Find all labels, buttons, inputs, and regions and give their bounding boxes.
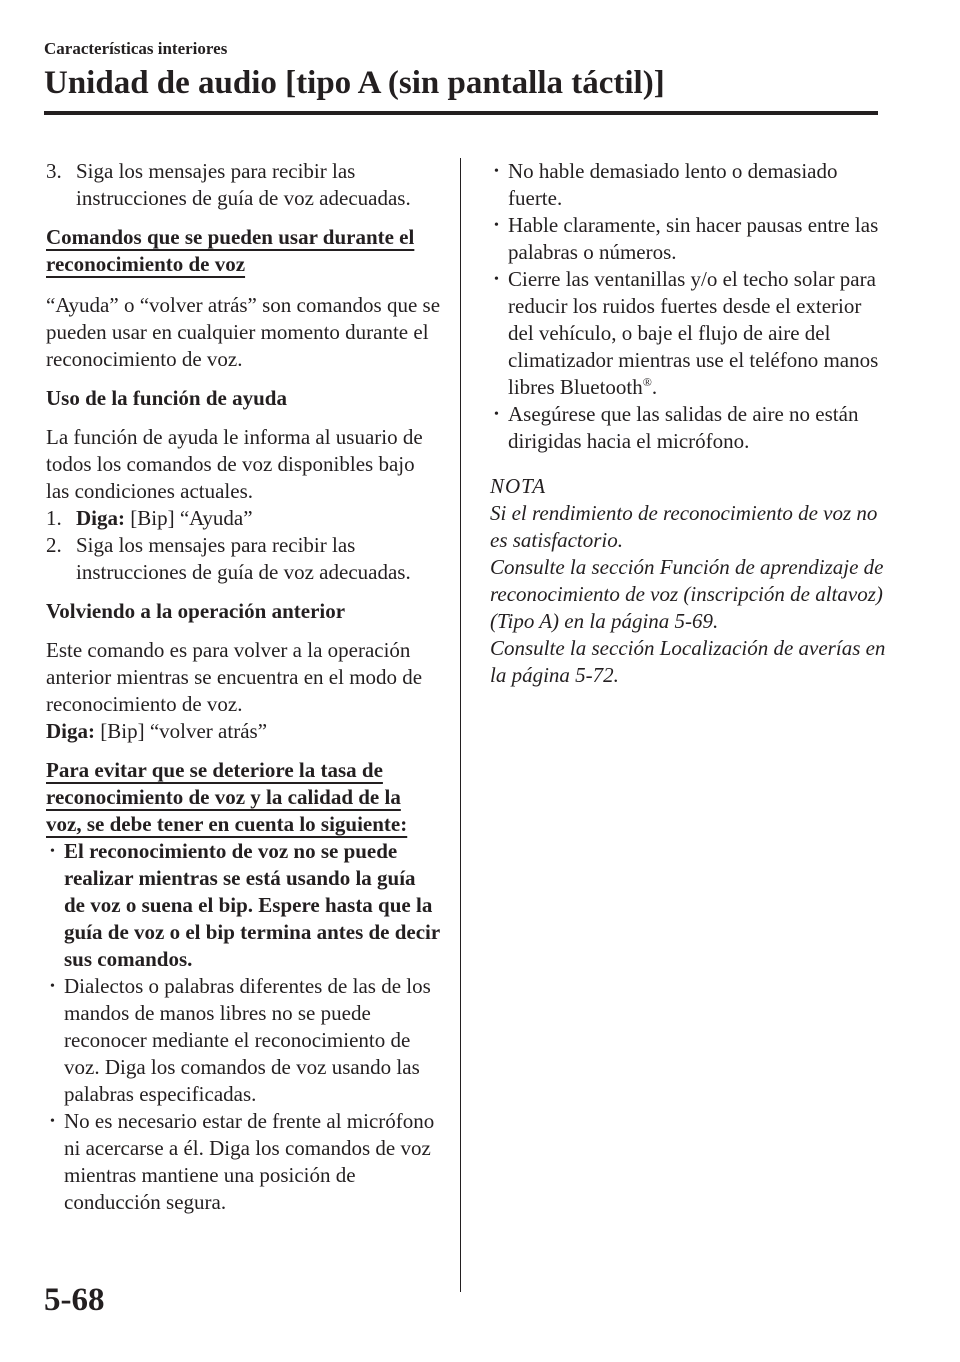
bullet-icon: •	[494, 164, 499, 179]
column-divider	[460, 158, 461, 1292]
bullet-text: El reconocimiento de voz no se puede realizar mientras se está usando la guía de voz o suena el bip. Espere hasta que la guía de voz o el bip termina antes de decir sus comandos.	[64, 839, 440, 971]
note-box	[490, 473, 890, 689]
right-column	[490, 158, 890, 689]
list-item	[490, 158, 890, 212]
bullet-icon: •	[50, 979, 55, 994]
list-item	[46, 838, 441, 973]
help-step-2	[46, 532, 441, 586]
right-bullet-list	[490, 158, 890, 455]
list-item	[490, 212, 890, 266]
section-label: Características interiores	[44, 39, 228, 58]
page-number: 5-68	[44, 1282, 105, 1318]
back-say-label: Diga:	[46, 719, 95, 743]
help-text: La función de ayuda le informa al usuario de todos los comandos de voz disponibles bajo las condiciones actuales.	[46, 425, 423, 503]
note-line: Si el rendimiento de reconocimiento de voz no es satisfactorio.	[490, 501, 878, 552]
heading-commands: Comandos que se pueden usar durante el reconocimiento de voz	[46, 225, 415, 276]
registered-mark: ®	[642, 375, 652, 389]
bullet-icon: •	[494, 407, 499, 422]
page-header	[44, 38, 878, 104]
bullet-icon: •	[494, 272, 499, 287]
bullet-end: .	[651, 375, 658, 399]
back-say	[46, 718, 441, 745]
list-item	[46, 1108, 441, 1216]
list-item	[490, 401, 890, 455]
step-3	[46, 158, 441, 212]
bullet-icon: •	[494, 218, 499, 233]
bullet-text: No es necesario estar de frente al micrófono ni acercarse a él. Diga los comandos de voz mientras mantiene una posición de conducción segura.	[64, 1109, 435, 1214]
commands-text: “Ayuda” o “volver atrás” son comandos que se pueden usar en cualquier momento durante el reconocimiento de voz.	[46, 293, 441, 371]
list-item	[490, 266, 890, 401]
back-text: Este comando es para volver a la operación anterior mientras se encuentra en el modo de reconocimiento de voz.	[46, 638, 423, 716]
page-title: Unidad de audio [tipo A (sin pantalla táctil)]	[44, 65, 665, 101]
bullet-icon: •	[50, 1114, 55, 1129]
note-title: NOTA	[490, 474, 547, 498]
header-rule	[44, 111, 878, 115]
note-line: Consulte la sección Localización de averías en la página 5-72.	[490, 636, 886, 687]
left-bullet-list	[46, 838, 441, 1216]
help-step-1-number: 1.	[46, 506, 62, 530]
help-step-1-text: [Bip] “Ayuda”	[125, 506, 253, 530]
list-item	[46, 973, 441, 1108]
bullet-text: No hable demasiado lento o demasiado fuerte.	[508, 159, 838, 210]
left-column	[46, 158, 441, 1216]
help-step-2-text: Siga los mensajes para recibir las instrucciones de guía de voz adecuadas.	[76, 533, 411, 584]
bullet-text: Asegúrese que las salidas de aire no están dirigidas hacia el micrófono.	[508, 402, 859, 453]
bullet-icon: •	[50, 844, 55, 859]
note-line: Consulte la sección Función de aprendizaje de reconocimiento de voz (inscripción de altavoz) (Tipo A) en la página 5-69.	[490, 555, 884, 633]
heading-avoid: Para evitar que se deteriore la tasa de reconocimiento de voz y la calidad de la voz, se debe tener en cuenta lo siguiente:	[46, 758, 408, 836]
help-step-1-label: Diga:	[76, 506, 125, 530]
step-3-text: Siga los mensajes para recibir las instrucciones de guía de voz adecuadas.	[76, 159, 411, 210]
bullet-text: Hable claramente, sin hacer pausas entre las palabras o números.	[508, 213, 879, 264]
step-3-number: 3.	[46, 159, 62, 183]
heading-help: Uso de la función de ayuda	[46, 386, 287, 410]
bullet-text: Cierre las ventanillas y/o el techo solar para reducir los ruidos fuertes desde el exterior del vehículo, o baje el flujo de aire del climatizador mientras use el teléfono manos libres Bluetooth	[508, 267, 879, 399]
back-say-text: [Bip] “volver atrás”	[95, 719, 268, 743]
help-step-2-number: 2.	[46, 533, 62, 557]
heading-back: Volviendo a la operación anterior	[46, 599, 346, 623]
bullet-text: Dialectos o palabras diferentes de las de los mandos de manos libres no se puede reconocer mediante el reconocimiento de voz. Diga los comandos de voz usando las palabras especificadas.	[64, 974, 431, 1106]
help-step-1	[46, 505, 441, 532]
